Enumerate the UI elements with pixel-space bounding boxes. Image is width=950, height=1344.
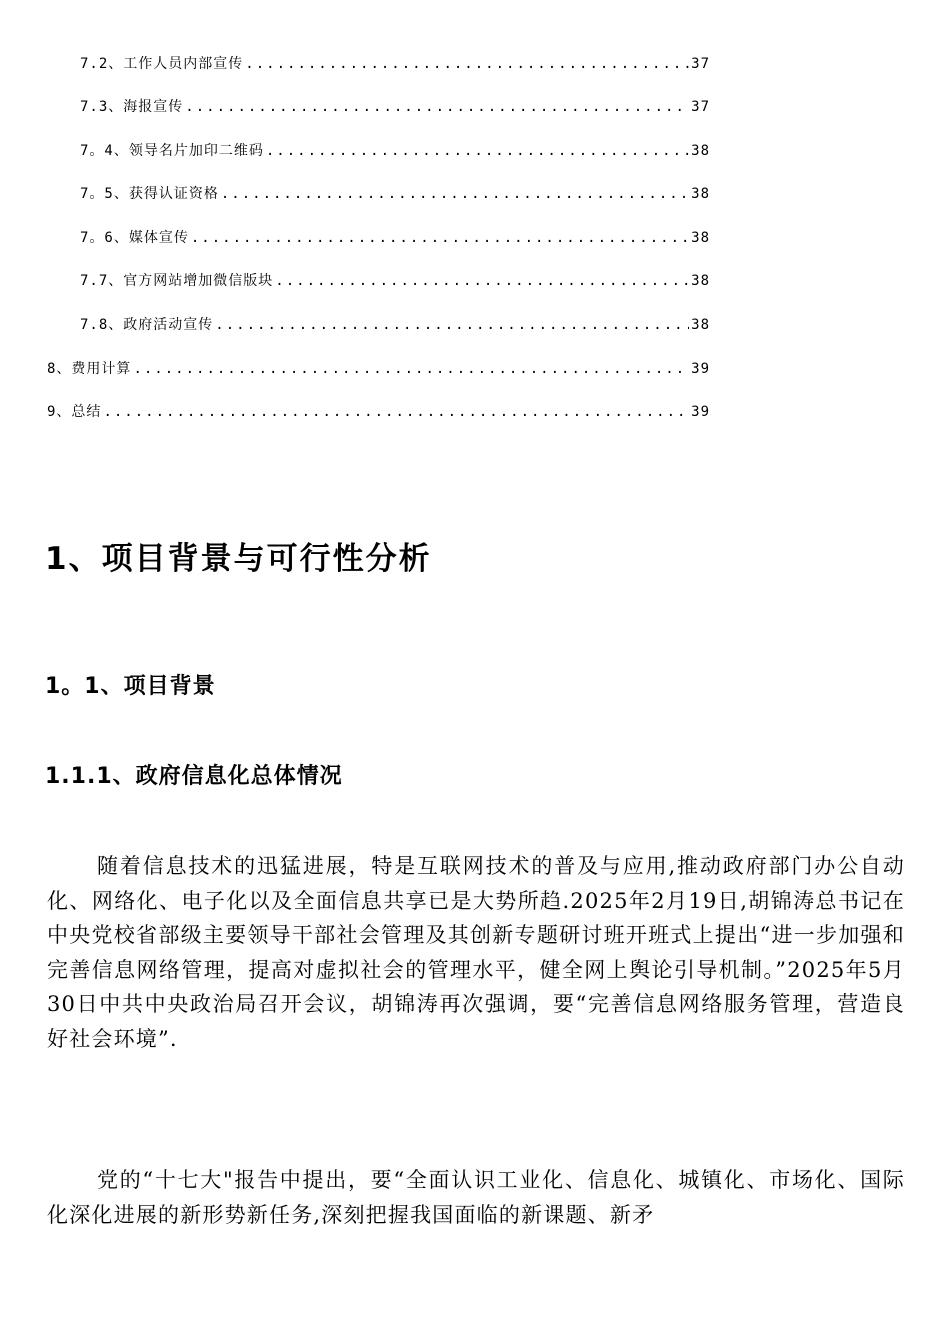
toc-page-number: 38: [691, 317, 710, 333]
toc-entry-label: 7.7、官方网站增加微信版块: [80, 273, 274, 289]
toc-entry-label: 7.3、海报宣传: [80, 99, 184, 115]
toc-page-number: 38: [691, 273, 710, 289]
toc-dot-leader: [275, 272, 689, 290]
toc-entry-label: 7.8、政府活动宣传: [80, 317, 214, 333]
toc-entry-8[interactable]: [47, 356, 710, 378]
toc-entry-7-7[interactable]: [80, 268, 710, 290]
toc-page-number: 38: [691, 143, 710, 159]
toc-entry-7-4[interactable]: [80, 138, 710, 160]
toc-page-number: 38: [691, 230, 710, 246]
toc-entry-7-8[interactable]: [80, 312, 710, 334]
toc-page-number: 39: [691, 404, 710, 420]
toc-dot-leader: [245, 55, 689, 73]
toc-page-number: 37: [691, 56, 710, 72]
toc-entry-label: 9、总结: [47, 404, 102, 420]
toc-dot-leader: [103, 403, 689, 421]
toc-entry-9[interactable]: [47, 399, 710, 421]
toc-entry-label: 7。6、媒体宣传: [80, 230, 189, 246]
chapter-heading: 1、项目背景与可行性分析: [45, 541, 432, 577]
toc-entry-label: 7。4、领导名片加印二维码: [80, 143, 264, 159]
toc-dot-leader: [221, 185, 689, 203]
toc-entry-label: 7。5、获得认证资格: [80, 186, 219, 202]
toc-entry-label: 8、费用计算: [47, 361, 132, 377]
subsection-heading: 1.1.1、政府信息化总体情况: [45, 764, 343, 789]
body-paragraph: 党的“十七大"报告中提出，要“全面认识工业化、信息化、城镇化、市场化、国际化深化进展的新形势新任务,深刻把握我国面临的新课题、新矛: [47, 1168, 905, 1227]
toc-entry-7-5[interactable]: [80, 181, 710, 203]
toc-dot-leader: [191, 229, 689, 247]
toc-entry-7-6[interactable]: [80, 225, 710, 247]
toc-dot-leader: [185, 98, 689, 116]
toc-page-number: 38: [691, 186, 710, 202]
toc-page-number: 37: [691, 99, 710, 115]
toc-dot-leader: [266, 142, 689, 160]
toc-entry-label: 7.2、工作人员内部宣传: [80, 56, 244, 72]
toc-dot-leader: [215, 316, 689, 334]
toc-page-number: 39: [691, 361, 710, 377]
section-heading: 1。1、项目背景: [45, 674, 216, 699]
toc-entry-7-3[interactable]: [80, 94, 710, 116]
body-paragraph: 随着信息技术的迅猛进展，特是互联网技术的普及与应用,推动政府部门办公自动化、网络化、电子化以及全面信息共享已是大势所趋.2025年2月19日,胡锦涛总书记在中央党校省部级主要领导干部社会管理及其创新专题研讨班开班式上提出“进一步加强和完善信息网络管理，提高对虚拟社会的管理水平，健全网上舆论引导机制。”2025年5月30日中共中央政治局召开会议，胡锦涛再次强调，要“完善信息网络服务管理，营造良好社会环境”.: [47, 854, 905, 1051]
toc-dot-leader: [133, 360, 689, 378]
toc-entry-7-2[interactable]: [80, 51, 710, 73]
